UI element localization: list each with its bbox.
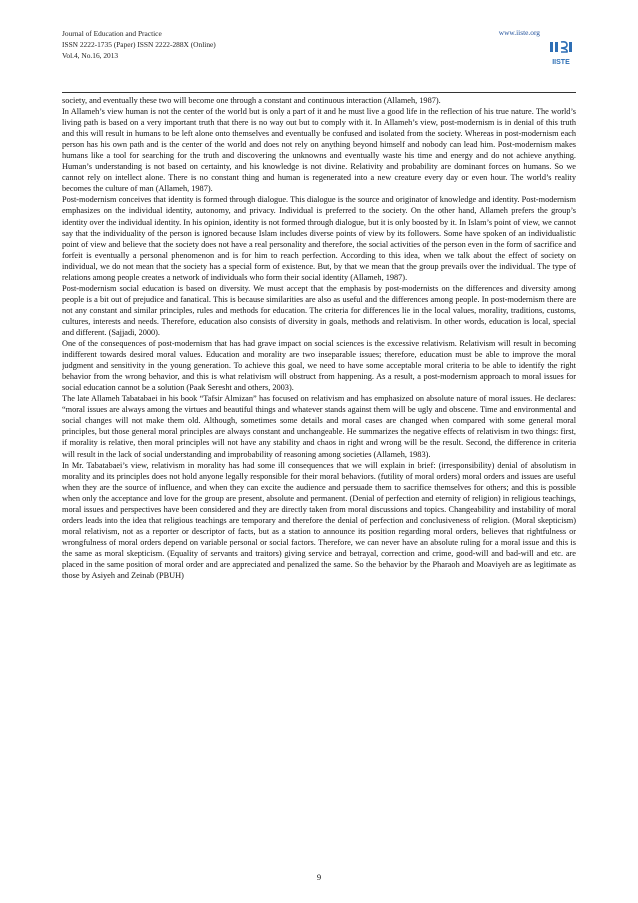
- paragraph: One of the consequences of post-modernism that has had grave impact on social sciences is the excessive relativism. Relativism will result in becoming indifferent towards desired moral values. Education and morality are two inseparable issues; therefore, education must be able to improve the moral judgment and sensitivity in the young generation. To achieve this goal, we need to have some acceptable moral criteria to be able to identify the right behavior from the wrong behavior, and this is what relativism will obstruct from happening. As a result, a post-modernism approach to moral issues for social education cannot be a solution (Paak Seresht and others, 2003).: [62, 339, 576, 393]
- journal-title: Journal of Education and Practice: [62, 29, 162, 38]
- article-body: [62, 95, 576, 855]
- paragraph: Post-modernism conceives that identity is formed through dialogue. This dialogue is the source and originator of knowledge and identity. Post-modernism emphasizes on the individual identity, autonomy, and privacy. Individual is preferred to the society. On the other hand, Allameh prefers the group’s identity over the individual identity. In his opinion, identity is not formed through dialogue, but it is only boosted by it. In Islam’s point of view, we cannot say that the individuality of the person is ignored because Islam includes diverse points of view by its followers. Some have spoken of an individualistic point of view and believe that the society does not have a real personality and therefore, the social activities of the person even in the form of sacrifice and forfeit is eventually a personal phenomenon and is for him to reach perfection. According to this idea, when we talk about the effect of society on individual, we do not mean that the society has a special form of existence. But, by that we mean that the group prevails over the individual. The type of relations among people creates a network of individuals who form their social identity (Allameh, 1987).: [62, 195, 576, 282]
- journal-info: [62, 28, 216, 61]
- paragraph: In Mr. Tabatabaei’s view, relativism in morality has had some ill consequences that we will explain in brief: (irresponsibility) denial of absolutism in morality and its principles does not hold anyone legally responsible for their moral behaviors. (futility of moral orders) moral orders and issues are useful when they are the source of influence, and when they can excite the audience and persuade them to sacrifice themselves for others; and this is possible when only the acceptance and love for the group are present, absolute and permanent. (Denial of perfection and eternity of religion) in religious teachings, moral issues and perspectives have been considered and they are directly taken from moral discussions and topics. Changeability and instability of moral orders leads into the idea that religious teachings are temporary and therefore the denial of perfection and conclusiveness of religion. (Moral skepticism) moral relativism, not as a reporter or descriptor of facts, but as a station to announce its position regarding moral orders, believes that rightfulness or wrongfulness of moral orders depend on variable personal or social factors. Therefore, we can never have an absolute ruling for a moral issue and this is the same as moral skepticism. (Equality of servants and traitors) giving service and betrayal, correction and crime, good-will and bad-will and etc. are placed in the same position of moral order and are appreciated and penalized the same. So the behavior by the Pharaoh and Moaviyeh are as legitimate as those by Asiyeh and Zeinab (PBUH): [62, 460, 576, 581]
- paragraph: In Allameh’s view human is not the center of the world but is only a part of it and he must live a good life in the reflection of his true nature. The world’s living path is based on a very important truth that there is no way out but to comply with it. In Allameh’s view, post-modernism is in denial of this truth and this will result in humans to be left alone onto themselves and eventually be confused and isolated from the society. Whereas in post-modernism each person has his own path and is the center of the world and does not rely on anything beyond himself and nobody can lead him. Post-modernism makes humans like a tool for searching for the truth and discovering the unknowns and eventually waste his time and energy and do not achieve anything. Human’s understanding is not based on certainty, and his knowledge is not divine. Relativity and probability are dominant forces on humans. So we cannot rely on intellect alone. There is no constant thing and human is regenerated into a new creature every day or even hour. The world’s reality becomes the culture of man (Allameh, 1987).: [62, 107, 576, 194]
- page-number: 9: [316, 872, 322, 882]
- journal-url-link[interactable]: www.iiste.org: [498, 28, 540, 37]
- page-header: [62, 28, 576, 90]
- paragraph: The late Allameh Tabatabaei in his book “Tafsir Almizan” has focused on relativism and has emphasized on absolute nature of moral issues. He declares: “moral issues are always among the virtues and beautiful things and whatever stands against them will be ugly and obscene. Time and environmental and social changes will not make them old. Although, sometimes some details and moral cases are changed when compared with some general moral principles, but those general moral principles are always constant and unchangeable. He summarizes the negative effects of relativism in two things: first, if morality is relative, then moral principles will not have any stability and chaos in right and wrong will be the result. Second, the difference in criteria will result in the lack of social understanding and improbability of reasoning among societies (Allameh, 1983).: [62, 394, 576, 459]
- header-divider: [62, 92, 576, 93]
- journal-volume: Vol.4, No.16, 2013: [62, 51, 119, 60]
- paragraph: Post-modernism social education is based on diversity. We must accept that the emphasis by post-modernists on the differences and diversity among people is a bit out of prejudice and fanatical. This is because similarities are also as useful and the differences among people. In post-modernism there are not any constant and similar principles, rules and methods for education. The criteria for differences lie in the local values, morality, traditions, customs, cultures, interests and needs. Therefore, education also consists of diversity in goals, methods and relativism. In other words, education is local, special and different. (Sajjadi, 2000).: [62, 283, 576, 337]
- svg-text:IISTE: IISTE: [552, 59, 570, 66]
- iiste-logo: [546, 40, 576, 68]
- journal-issn: ISSN 2222-1735 (Paper) ISSN 2222-288X (Online): [62, 40, 216, 49]
- paragraph: society, and eventually these two will become one through a constant and continuous interaction (Allameh, 1987).: [62, 96, 441, 105]
